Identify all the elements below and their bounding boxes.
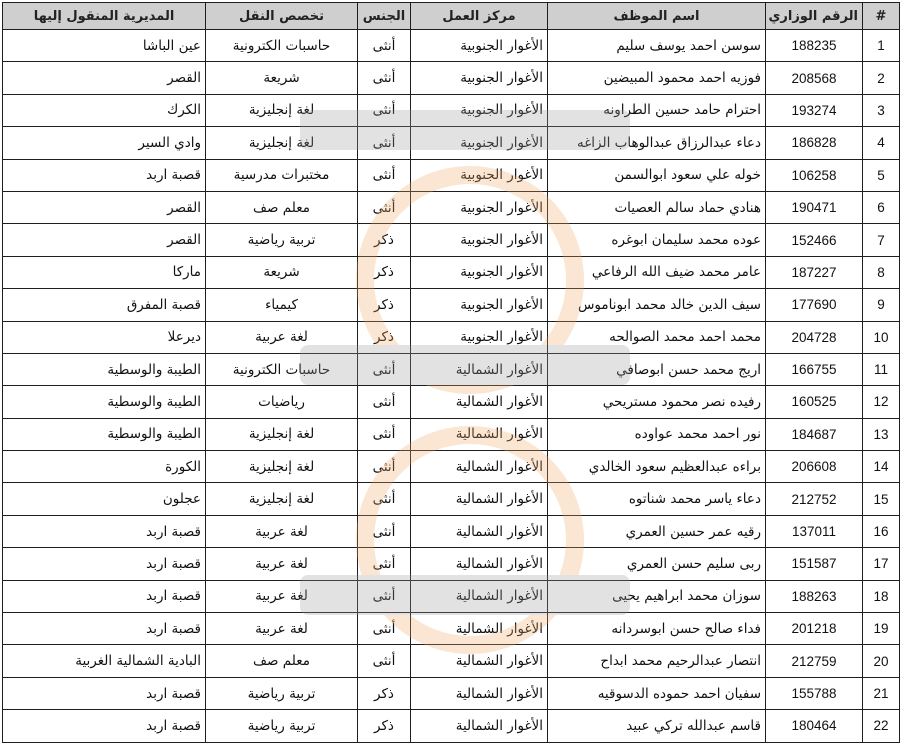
gender-cell: أنثى xyxy=(358,483,411,515)
header-work-center: مركز العمل xyxy=(411,3,548,30)
target-directorate-cell: قصبة اربد xyxy=(3,613,206,645)
employee-name-cell: براءه عبدالعظيم سعود الخالدي xyxy=(548,451,766,483)
target-directorate-cell: قصبة اربد xyxy=(3,515,206,547)
row-index: 19 xyxy=(863,613,900,645)
table-row xyxy=(3,191,900,223)
gender-cell: أنثى xyxy=(358,159,411,191)
ministry-number-cell: 190471 xyxy=(766,191,863,223)
transfer-table xyxy=(2,2,900,743)
table-row xyxy=(3,451,900,483)
work-center-cell: الأغوار الشمالية xyxy=(411,548,548,580)
table-row xyxy=(3,580,900,612)
table-body xyxy=(3,30,900,743)
ministry-number-cell: 187227 xyxy=(766,256,863,288)
employee-name-cell: سوزان محمد ابراهيم يحيى xyxy=(548,580,766,612)
row-index: 15 xyxy=(863,483,900,515)
ministry-number-cell: 106258 xyxy=(766,159,863,191)
gender-cell: أنثى xyxy=(358,30,411,62)
table-row xyxy=(3,677,900,709)
transfer-specialty-cell: تربية رياضية xyxy=(206,224,358,256)
transfer-specialty-cell: تربية رياضية xyxy=(206,677,358,709)
target-directorate-cell: الكرك xyxy=(3,94,206,126)
work-center-cell: الأغوار الجنوبية xyxy=(411,127,548,159)
work-center-cell: الأغوار الجنوبية xyxy=(411,30,548,62)
ministry-number-cell: 184687 xyxy=(766,418,863,450)
transfer-specialty-cell: لغة إنجليزية xyxy=(206,127,358,159)
gender-cell: أنثى xyxy=(358,548,411,580)
work-center-cell: الأغوار الجنوبية xyxy=(411,94,548,126)
header-ministry-number: الرقم الوزاري xyxy=(766,3,863,30)
transfer-specialty-cell: لغة عربية xyxy=(206,548,358,580)
employee-name-cell: فوزيه احمد محمود المبيضين xyxy=(548,62,766,94)
work-center-cell: الأغوار الشمالية xyxy=(411,710,548,742)
target-directorate-cell: قصبة اربد xyxy=(3,580,206,612)
gender-cell: أنثى xyxy=(358,191,411,223)
target-directorate-cell: الطيبة والوسطية xyxy=(3,386,206,418)
gender-cell: أنثى xyxy=(358,127,411,159)
work-center-cell: الأغوار الشمالية xyxy=(411,451,548,483)
row-index: 9 xyxy=(863,289,900,321)
target-directorate-cell: قصبة اربد xyxy=(3,710,206,742)
header-employee-name: اسم الموظف xyxy=(548,3,766,30)
transfer-specialty-cell: شريعة xyxy=(206,256,358,288)
target-directorate-cell: وادي السير xyxy=(3,127,206,159)
ministry-number-cell: 188263 xyxy=(766,580,863,612)
work-center-cell: الأغوار الجنوبية xyxy=(411,256,548,288)
transfer-specialty-cell: لغة إنجليزية xyxy=(206,451,358,483)
ministry-number-cell: 206608 xyxy=(766,451,863,483)
table-row xyxy=(3,645,900,677)
gender-cell: أنثى xyxy=(358,62,411,94)
employee-name-cell: ربى سليم حسن العمري xyxy=(548,548,766,580)
row-index: 20 xyxy=(863,645,900,677)
employee-name-cell: قاسم عبدالله تركي عبيد xyxy=(548,710,766,742)
gender-cell: أنثى xyxy=(358,353,411,385)
employee-name-cell: اريج محمد حسن ابوصافي xyxy=(548,353,766,385)
employee-name-cell: فداء صالح حسن ابوسردانه xyxy=(548,613,766,645)
transfer-specialty-cell: تربية رياضية xyxy=(206,710,358,742)
target-directorate-cell: عجلون xyxy=(3,483,206,515)
row-index: 18 xyxy=(863,580,900,612)
employee-name-cell: عامر محمد ضيف الله الرفاعي xyxy=(548,256,766,288)
ministry-number-cell: 137011 xyxy=(766,515,863,547)
ministry-number-cell: 208568 xyxy=(766,62,863,94)
work-center-cell: الأغوار الشمالية xyxy=(411,386,548,418)
row-index: 5 xyxy=(863,159,900,191)
gender-cell: أنثى xyxy=(358,613,411,645)
row-index: 21 xyxy=(863,677,900,709)
employee-name-cell: احترام حامد حسين الطراونه xyxy=(548,94,766,126)
employee-name-cell: هنادي حماد سالم العصيات xyxy=(548,191,766,223)
row-index: 6 xyxy=(863,191,900,223)
row-index: 17 xyxy=(863,548,900,580)
transfer-specialty-cell: لغة إنجليزية xyxy=(206,418,358,450)
gender-cell: ذكر xyxy=(358,321,411,353)
transfer-specialty-cell: لغة إنجليزية xyxy=(206,483,358,515)
target-directorate-cell: قصبة اربد xyxy=(3,548,206,580)
work-center-cell: الأغوار الشمالية xyxy=(411,613,548,645)
target-directorate-cell: القصر xyxy=(3,224,206,256)
table-row xyxy=(3,289,900,321)
work-center-cell: الأغوار الجنوبية xyxy=(411,289,548,321)
ministry-number-cell: 166755 xyxy=(766,353,863,385)
ministry-number-cell: 155788 xyxy=(766,677,863,709)
transfer-specialty-cell: لغة عربية xyxy=(206,613,358,645)
work-center-cell: الأغوار الشمالية xyxy=(411,677,548,709)
transfer-specialty-cell: لغة عربية xyxy=(206,515,358,547)
work-center-cell: الأغوار الشمالية xyxy=(411,515,548,547)
table-row xyxy=(3,224,900,256)
work-center-cell: الأغوار الشمالية xyxy=(411,580,548,612)
table-row xyxy=(3,418,900,450)
table-row xyxy=(3,386,900,418)
transfer-specialty-cell: حاسبات الكترونية xyxy=(206,353,358,385)
work-center-cell: الأغوار الشمالية xyxy=(411,353,548,385)
gender-cell: ذكر xyxy=(358,289,411,321)
employee-name-cell: دعاء ياسر محمد شناتوه xyxy=(548,483,766,515)
header-target-directorate: المديرية المنقول إليها xyxy=(3,3,206,30)
header-transfer-specialty: تخصص النقل xyxy=(206,3,358,30)
employee-name-cell: رقيه عمر حسين العمري xyxy=(548,515,766,547)
employee-name-cell: خوله علي سعود ابوالسمن xyxy=(548,159,766,191)
table-row xyxy=(3,62,900,94)
row-index: 11 xyxy=(863,353,900,385)
table-row xyxy=(3,127,900,159)
transfer-specialty-cell: كيمياء xyxy=(206,289,358,321)
employee-name-cell: سوسن احمد يوسف سليم xyxy=(548,30,766,62)
table-row xyxy=(3,353,900,385)
gender-cell: أنثى xyxy=(358,515,411,547)
transfer-specialty-cell: لغة عربية xyxy=(206,321,358,353)
work-center-cell: الأغوار الشمالية xyxy=(411,483,548,515)
work-center-cell: الأغوار الجنوبية xyxy=(411,159,548,191)
table-row xyxy=(3,613,900,645)
row-index: 22 xyxy=(863,710,900,742)
row-index: 8 xyxy=(863,256,900,288)
gender-cell: ذكر xyxy=(358,224,411,256)
target-directorate-cell: الكورة xyxy=(3,451,206,483)
target-directorate-cell: الطيبة والوسطية xyxy=(3,418,206,450)
work-center-cell: الأغوار الجنوبية xyxy=(411,224,548,256)
employee-name-cell: رفيده نصر محمود مستريحي xyxy=(548,386,766,418)
row-index: 14 xyxy=(863,451,900,483)
table-row xyxy=(3,710,900,742)
row-index: 2 xyxy=(863,62,900,94)
target-directorate-cell: عين الباشا xyxy=(3,30,206,62)
employee-name-cell: نور احمد محمد عواوده xyxy=(548,418,766,450)
ministry-number-cell: 151587 xyxy=(766,548,863,580)
table-row xyxy=(3,94,900,126)
ministry-number-cell: 204728 xyxy=(766,321,863,353)
table-row xyxy=(3,483,900,515)
employee-name-cell: محمد احمد محمد الصوالحه xyxy=(548,321,766,353)
target-directorate-cell: قصبة اربد xyxy=(3,677,206,709)
transfer-specialty-cell: لغة عربية xyxy=(206,580,358,612)
gender-cell: ذكر xyxy=(358,710,411,742)
target-directorate-cell: البادية الشمالية الغربية xyxy=(3,645,206,677)
work-center-cell: الأغوار الجنوبية xyxy=(411,62,548,94)
employee-name-cell: انتصار عبدالرحيم محمد ابداح xyxy=(548,645,766,677)
ministry-number-cell: 152466 xyxy=(766,224,863,256)
table-row xyxy=(3,256,900,288)
work-center-cell: الأغوار الجنوبية xyxy=(411,191,548,223)
transfer-specialty-cell: معلم صف xyxy=(206,191,358,223)
ministry-number-cell: 193274 xyxy=(766,94,863,126)
ministry-number-cell: 201218 xyxy=(766,613,863,645)
table-row xyxy=(3,159,900,191)
target-directorate-cell: ديرعلا xyxy=(3,321,206,353)
employee-name-cell: سيف الدين خالد محمد ابوناموس xyxy=(548,289,766,321)
target-directorate-cell: قصبة المفرق xyxy=(3,289,206,321)
employee-name-cell: عوده محمد سليمان ابوغره xyxy=(548,224,766,256)
ministry-number-cell: 212759 xyxy=(766,645,863,677)
target-directorate-cell: قصبة اربد xyxy=(3,159,206,191)
table-row xyxy=(3,30,900,62)
employee-name-cell: سفيان احمد حموده الدسوقيه xyxy=(548,677,766,709)
work-center-cell: الأغوار الجنوبية xyxy=(411,321,548,353)
row-index: 3 xyxy=(863,94,900,126)
gender-cell: أنثى xyxy=(358,386,411,418)
ministry-number-cell: 212752 xyxy=(766,483,863,515)
table-row xyxy=(3,548,900,580)
transfer-specialty-cell: مختبرات مدرسية xyxy=(206,159,358,191)
target-directorate-cell: القصر xyxy=(3,191,206,223)
gender-cell: ذكر xyxy=(358,677,411,709)
target-directorate-cell: القصر xyxy=(3,62,206,94)
transfer-specialty-cell: رياضيات xyxy=(206,386,358,418)
target-directorate-cell: الطيبة والوسطية xyxy=(3,353,206,385)
ministry-number-cell: 188235 xyxy=(766,30,863,62)
ministry-number-cell: 160525 xyxy=(766,386,863,418)
table-header-row xyxy=(3,3,900,30)
row-index: 13 xyxy=(863,418,900,450)
work-center-cell: الأغوار الشمالية xyxy=(411,645,548,677)
row-index: 16 xyxy=(863,515,900,547)
employee-name-cell: دعاء عبدالرزاق عبدالوهاب الزاغه xyxy=(548,127,766,159)
transfer-specialty-cell: حاسبات الكترونية xyxy=(206,30,358,62)
gender-cell: أنثى xyxy=(358,418,411,450)
ministry-number-cell: 177690 xyxy=(766,289,863,321)
row-index: 7 xyxy=(863,224,900,256)
gender-cell: أنثى xyxy=(358,94,411,126)
row-index: 12 xyxy=(863,386,900,418)
gender-cell: ذكر xyxy=(358,256,411,288)
gender-cell: أنثى xyxy=(358,580,411,612)
ministry-number-cell: 186828 xyxy=(766,127,863,159)
gender-cell: أنثى xyxy=(358,645,411,677)
table-row xyxy=(3,515,900,547)
table-row xyxy=(3,321,900,353)
row-index: 10 xyxy=(863,321,900,353)
transfer-specialty-cell: شريعة xyxy=(206,62,358,94)
transfer-specialty-cell: لغة إنجليزية xyxy=(206,94,358,126)
row-index: 1 xyxy=(863,30,900,62)
work-center-cell: الأغوار الشمالية xyxy=(411,418,548,450)
header-gender: الجنس xyxy=(358,3,411,30)
ministry-number-cell: 180464 xyxy=(766,710,863,742)
gender-cell: أنثى xyxy=(358,451,411,483)
header-index: # xyxy=(863,3,900,30)
transfer-specialty-cell: معلم صف xyxy=(206,645,358,677)
target-directorate-cell: ماركا xyxy=(3,256,206,288)
row-index: 4 xyxy=(863,127,900,159)
